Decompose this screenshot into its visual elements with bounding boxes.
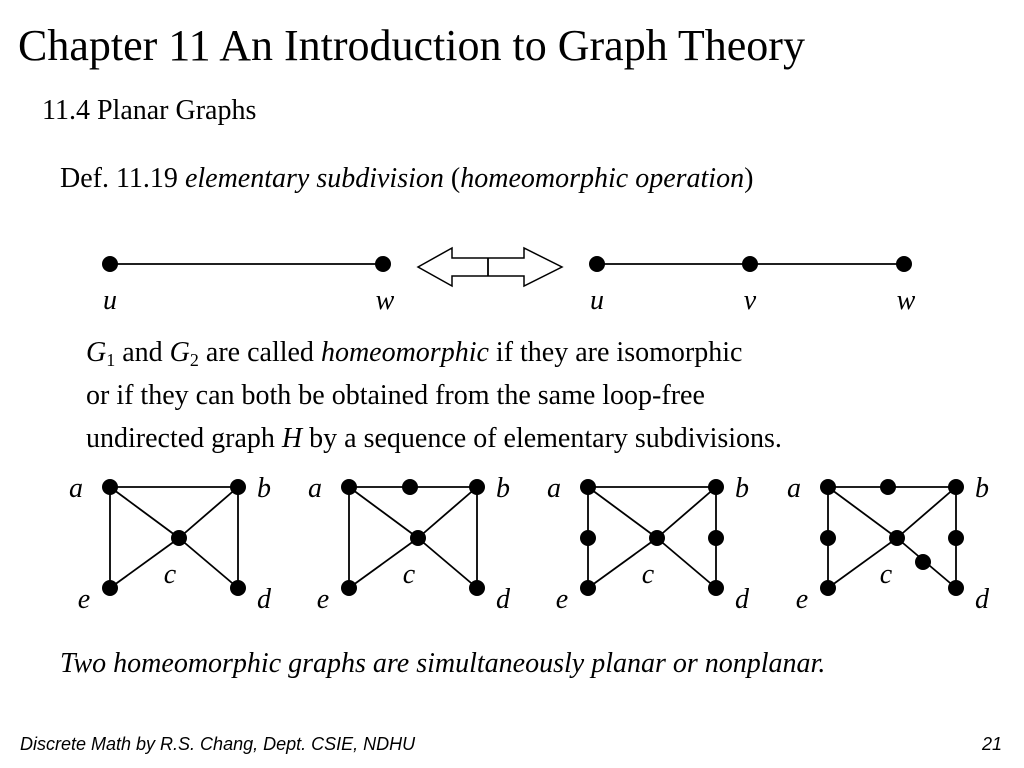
conclusion-statement: Two homeomorphic graphs are simultaneously planar or nonplanar. — [60, 648, 826, 679]
vertex-e — [102, 580, 118, 596]
vertex-label: w — [375, 285, 395, 316]
example-graph-2 — [308, 473, 511, 615]
vertex-label: b — [975, 473, 989, 504]
vertex-subdivision — [915, 554, 931, 570]
homeomorphic-line-2: or if they can both be obtained from the same loop-free — [86, 380, 705, 411]
vertex-label: c — [641, 559, 655, 590]
vertex-label: d — [496, 584, 510, 615]
vertex-a — [341, 479, 357, 495]
footer-credit: Discrete Math by R.S. Chang, Dept. CSIE, NDHU — [20, 734, 416, 754]
example-graph-1 — [69, 473, 272, 615]
vertex-b — [469, 479, 485, 495]
vertex-subdivision — [948, 530, 964, 546]
vertex-label: c — [163, 559, 177, 590]
vertex-label: d — [975, 584, 989, 615]
vertex-w — [896, 256, 912, 272]
vertex-label: b — [735, 473, 749, 504]
vertex-label: d — [735, 584, 749, 615]
vertex-b — [948, 479, 964, 495]
vertex-label: e — [316, 584, 330, 615]
double-arrow-icon — [418, 248, 562, 286]
vertex-label: w — [896, 285, 916, 316]
vertex-c — [649, 530, 665, 546]
vertex-c — [889, 530, 905, 546]
vertex-label: e — [555, 584, 569, 615]
vertex-label: c — [402, 559, 416, 590]
page-number: 21 — [981, 734, 1002, 754]
vertex-d — [469, 580, 485, 596]
vertex-e — [580, 580, 596, 596]
vertex-a — [820, 479, 836, 495]
vertex-d — [708, 580, 724, 596]
vertex-v — [742, 256, 758, 272]
vertex-label: a — [69, 473, 83, 504]
edge-b-c — [897, 487, 956, 538]
section-heading: 11.4 Planar Graphs — [42, 95, 257, 126]
edge-c-d — [657, 538, 716, 588]
edge-a-c — [588, 487, 657, 538]
definition-prefix: Def. 11.19 — [60, 163, 185, 194]
isomorphic-text: if they are isomorphic — [488, 337, 743, 368]
homeomorphic-term: homeomorphic — [320, 337, 489, 368]
edge-c-d — [418, 538, 477, 588]
vertex-label: b — [257, 473, 271, 504]
subdivision-left-graph — [102, 256, 395, 316]
homeomorphic-line-1 — [86, 331, 782, 374]
vertex-w — [375, 256, 391, 272]
vertex-label: e — [795, 584, 809, 615]
and-text: and — [115, 337, 170, 368]
vertex-subdivision — [402, 479, 418, 495]
graph-g2-subscript: 2 — [189, 350, 199, 370]
definition-term: elementary subdivision — [184, 163, 444, 194]
edge-a-c — [110, 487, 179, 538]
vertex-label: u — [103, 285, 117, 316]
subdivision-right-graph — [589, 256, 916, 316]
edge-c-d — [179, 538, 238, 588]
vertex-e — [820, 580, 836, 596]
vertex-u — [102, 256, 118, 272]
vertex-label: a — [547, 473, 561, 504]
edge-a-c — [349, 487, 418, 538]
vertex-u — [589, 256, 605, 272]
graph-g2: G — [169, 337, 190, 368]
line3-suffix: by a sequence of elementary subdivisions. — [302, 423, 782, 454]
vertex-c — [410, 530, 426, 546]
vertex-subdivision — [820, 530, 836, 546]
line3-prefix: undirected graph — [86, 423, 282, 454]
graph-h: H — [281, 423, 303, 454]
edge-b-c — [418, 487, 477, 538]
definition-alt-term: homeomorphic operation — [460, 163, 745, 194]
vertex-e — [341, 580, 357, 596]
vertex-c — [171, 530, 187, 546]
vertex-subdivision — [580, 530, 596, 546]
example-graph-4 — [787, 473, 990, 615]
graph-g1: G — [86, 337, 107, 368]
vertex-label: a — [308, 473, 322, 504]
vertex-d — [230, 580, 246, 596]
vertex-label: a — [787, 473, 801, 504]
vertex-a — [102, 479, 118, 495]
homeomorphic-definition — [86, 331, 782, 460]
edge-b-c — [179, 487, 238, 538]
example-graph-3 — [547, 473, 750, 615]
graph-g1-subscript: 1 — [106, 350, 116, 370]
called-text: are called — [198, 337, 321, 368]
vertex-d — [948, 580, 964, 596]
vertex-subdivision — [708, 530, 724, 546]
vertex-label: e — [77, 584, 91, 615]
vertex-b — [708, 479, 724, 495]
vertex-label: u — [590, 285, 604, 316]
vertex-label: d — [257, 584, 271, 615]
definition-open-paren: ( — [443, 163, 461, 194]
slide-title: Chapter 11 An Introduction to Graph Theory — [18, 21, 805, 70]
edge-b-c — [657, 487, 716, 538]
vertex-label: v — [743, 285, 757, 316]
vertex-label: b — [496, 473, 510, 504]
vertex-label: c — [879, 559, 893, 590]
definition-close-paren: ) — [744, 163, 754, 194]
vertex-a — [580, 479, 596, 495]
vertex-b — [230, 479, 246, 495]
homeomorphic-line-3 — [86, 417, 782, 460]
vertex-subdivision — [880, 479, 896, 495]
